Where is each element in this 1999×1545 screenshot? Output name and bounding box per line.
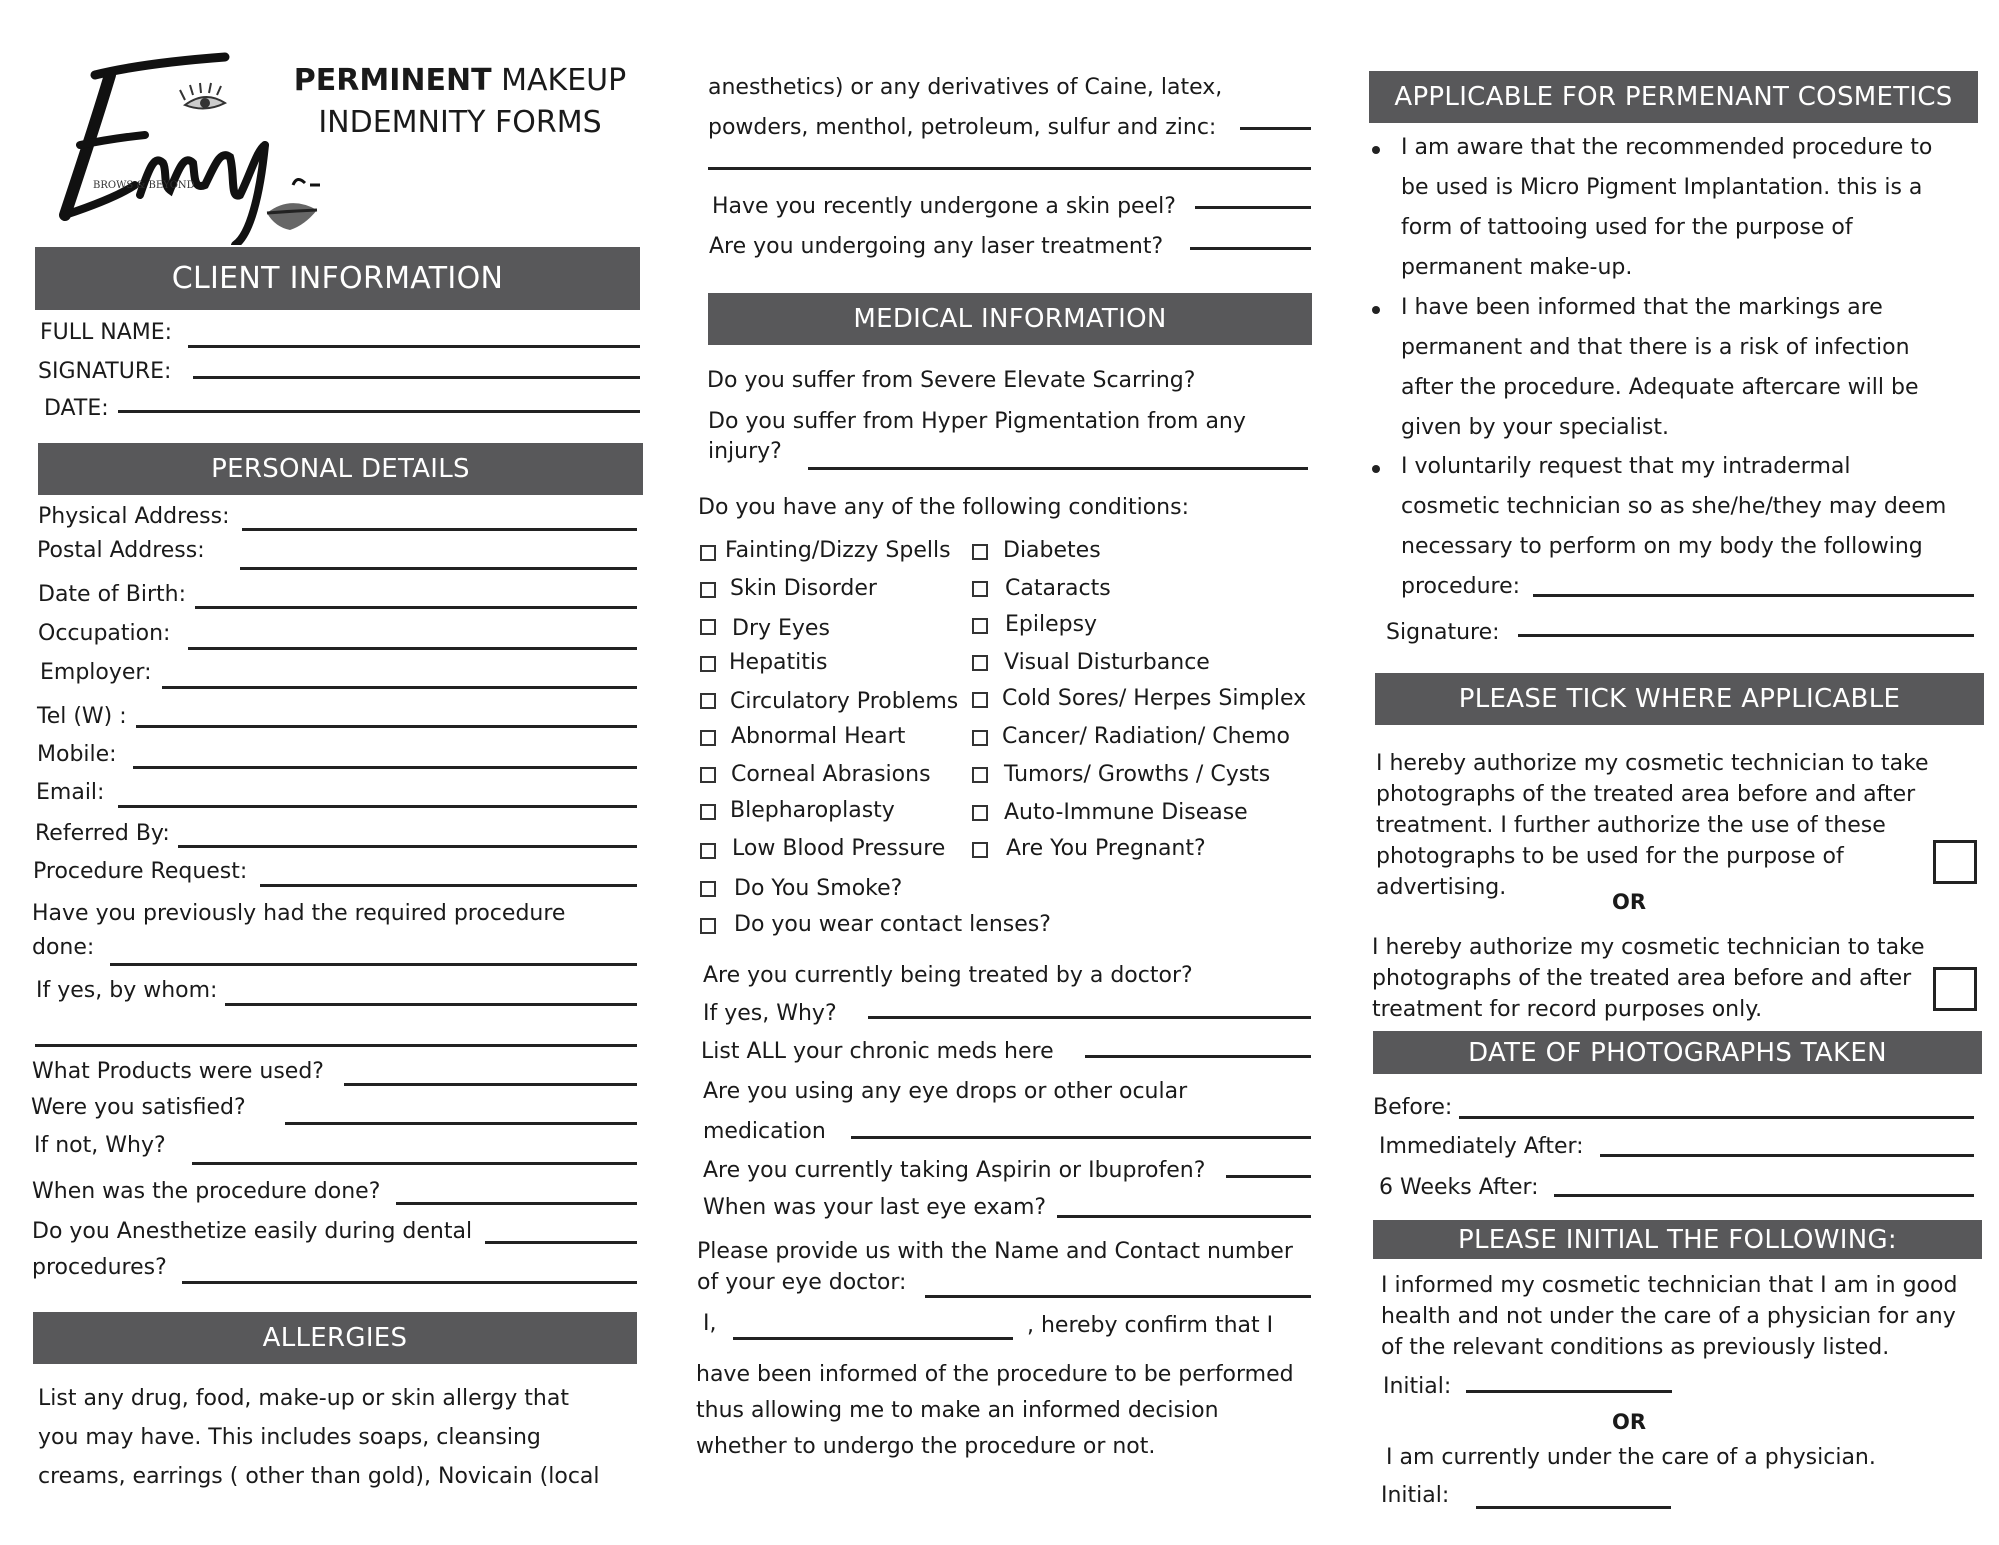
checkbox-dry-eyes[interactable] [700,619,716,635]
laser-field[interactable] [1190,247,1311,250]
conditions-question: Do you have any of the following conditions: [698,495,1190,520]
checkbox-pregnant[interactable] [972,842,988,858]
if-yes-whom-field[interactable] [225,1003,637,1006]
tick-checkbox-records[interactable] [1933,967,1977,1011]
checkbox-circulatory[interactable] [700,693,716,709]
checkbox-auto-immune[interactable] [972,805,988,821]
eye-exam-label: When was your last eye exam? [703,1195,1047,1220]
checkbox-visual[interactable] [972,655,988,671]
condition-skin-disorder: Skin Disorder [730,576,877,601]
bullet-text-1: I am aware that the recommended procedure to be used is Micro Pigment Implantation. this is a form of tattooing used for the purpose of permanent make-up. [1401,135,1933,280]
allergies-field-2[interactable] [708,167,1311,170]
prev-procedure-field[interactable] [110,963,637,966]
checkbox-blepharoplasty[interactable] [700,804,716,820]
date-label: DATE: [44,396,109,421]
full-name-label: FULL NAME: [40,320,173,345]
scarring-label: Do you suffer from Severe Elevate Scarring? [707,368,1196,393]
personal-details-header: PERSONAL DETAILS [38,443,643,495]
initial-label-1: Initial: [1383,1374,1452,1399]
if-yes-whom-label: If yes, by whom: [36,978,218,1003]
condition-hepatitis: Hepatitis [729,650,828,675]
products-used-label: What Products were used? [32,1059,324,1084]
client-information-header: CLIENT INFORMATION [35,247,640,310]
doctor-label: Are you currently being treated by a doctor? [703,963,1193,988]
when-done-field[interactable] [396,1202,637,1205]
tick-option-2-text: I hereby authorize my cosmetic technician to take photographs of the treated area before and after treatment for record purposes only. [1372,935,1925,1022]
medical-information-header: MEDICAL INFORMATION [708,293,1312,345]
checkbox-tumors[interactable] [972,767,988,783]
if-not-why-field[interactable] [192,1162,637,1165]
dob-field[interactable] [195,606,637,609]
before-label: Before: [1373,1095,1453,1120]
six-weeks-field[interactable] [1554,1194,1974,1197]
condition-cold-sores: Cold Sores/ Herpes Simplex [1002,686,1307,711]
occupation-field[interactable] [188,647,637,650]
condition-visual: Visual Disturbance [1004,650,1210,675]
immediately-after-label: Immediately After: [1379,1134,1584,1159]
occupation-label: Occupation: [38,621,171,646]
allergies-text-2: you may have. This includes soaps, cleansing [38,1425,541,1450]
mobile-field[interactable] [133,766,637,769]
chronic-meds-field[interactable] [1085,1055,1311,1058]
condition-contact-lenses: Do you wear contact lenses? [734,912,1051,937]
condition-tumors: Tumors/ Growths / Cysts [1004,762,1271,787]
condition-cataracts: Cataracts [1005,576,1111,601]
signature-field-2[interactable] [1518,634,1974,637]
initial-text-2: I am currently under the care of a physician. [1386,1445,1876,1470]
confirm-text-4: whether to undergo the procedure or not. [696,1434,1156,1459]
allergies-cont-1: anesthetics) or any derivatives of Caine, latex, [708,75,1223,100]
condition-cancer: Cancer/ Radiation/ Chemo [1002,724,1290,749]
chronic-meds-label: List ALL your chronic meds here [701,1039,1054,1064]
condition-dry-eyes: Dry Eyes [732,616,830,641]
confirm-text-3: thus allowing me to make an informed decision [696,1398,1219,1423]
eye-exam-field[interactable] [1057,1215,1311,1218]
checkbox-contact-lenses[interactable] [700,918,716,934]
if-not-why-label: If not, Why? [34,1133,166,1158]
eye-drops-label-2: medication [703,1119,826,1144]
aspirin-label: Are you currently taking Aspirin or Ibuprofen? [703,1158,1206,1183]
condition-circulatory: Circulatory Problems [730,689,959,714]
eye-drops-label: Are you using any eye drops or other ocular [703,1079,1188,1104]
confirm-rest-label: , hereby confirm that I [1027,1313,1274,1338]
logo [35,45,325,245]
signature-label-2: Signature: [1386,620,1500,645]
employer-field[interactable] [162,686,637,689]
hyper-label: Do you suffer from Hyper Pigmentation from any [708,409,1246,434]
or-label-2: OR [1612,1410,1647,1434]
procedure-field[interactable] [1533,594,1974,597]
logo-graphic [35,45,325,245]
full-name-field[interactable] [188,345,640,348]
satisfied-label: Were you satisfied? [31,1095,246,1120]
condition-fainting: Fainting/Dizzy Spells [725,538,951,563]
bullet-text-2: I have been informed that the markings are permanent and that there is a risk of infection after the procedure. Adequate aftercare will be given by your specialist. [1401,295,1919,440]
tel-field[interactable] [136,725,637,728]
condition-diabetes: Diabetes [1003,538,1101,563]
checkbox-abnormal-heart[interactable] [700,730,716,746]
checkbox-epilepsy[interactable] [972,618,988,634]
before-field[interactable] [1459,1116,1974,1119]
physical-address-field[interactable] [242,528,637,531]
condition-corneal: Corneal Abrasions [731,762,931,787]
if-yes-why-field[interactable] [868,1016,1311,1019]
checkbox-corneal[interactable] [700,767,716,783]
referred-by-label: Referred By: [35,821,170,846]
photos-header: DATE OF PHOTOGRAPHS TAKEN [1373,1031,1982,1074]
logo-tagline: BROWS & BEYOND [93,180,195,191]
initial-label-2: Initial: [1381,1483,1450,1508]
checkbox-diabetes[interactable] [972,544,988,560]
or-label-1: OR [1612,890,1647,914]
referred-by-field[interactable] [178,845,637,848]
checkbox-hepatitis[interactable] [700,656,716,672]
condition-epilepsy: Epilepsy [1005,612,1098,637]
bullet-3 [1372,465,1380,473]
checkbox-fainting[interactable] [700,545,716,561]
allergies-cont-2: powders, menthol, petroleum, sulfur and zinc: [708,115,1217,140]
procedure-request-field[interactable] [260,884,637,887]
condition-blepharoplasty: Blepharoplasty [730,798,895,823]
condition-pregnant: Are You Pregnant? [1006,836,1206,861]
allergies-text-3: creams, earrings ( other than gold), Novicain (local [38,1464,600,1489]
initial-field-2[interactable] [1476,1506,1671,1509]
when-done-label: When was the procedure done? [32,1179,381,1204]
skin-peel-label: Have you recently undergone a skin peel? [712,194,1176,219]
anesthetize-label-2: procedures? [32,1255,167,1280]
condition-abnormal-heart: Abnormal Heart [731,724,906,749]
hyper-field[interactable] [808,467,1308,470]
checkbox-low-bp[interactable] [700,843,716,859]
bullet-text-3: I voluntarily request that my intradermal cosmetic technician so as she/he/they may deem necessary to perform on my body the following procedure: [1401,454,1947,599]
bullet-2 [1372,306,1380,314]
prev-procedure-label: Have you previously had the required procedure [32,901,566,926]
procedure-request-label: Procedure Request: [33,859,248,884]
bullet-1 [1372,146,1380,154]
postal-address-label: Postal Address: [37,538,205,563]
satisfied-field[interactable] [285,1122,637,1125]
eye-doctor-field[interactable] [925,1295,1311,1298]
eye-doctor-label: Please provide us with the Name and Contact number [697,1239,1293,1264]
mobile-label: Mobile: [37,742,117,767]
email-field[interactable] [118,805,637,808]
if-yes-why-label: If yes, Why? [703,1001,837,1026]
initial-header: PLEASE INITIAL THE FOLLOWING: [1373,1220,1982,1259]
anesthetize-field[interactable] [485,1241,637,1244]
anesthetize-field-2[interactable] [182,1281,637,1284]
checkbox-skin-disorder[interactable] [700,582,716,598]
aspirin-field[interactable] [1226,1175,1311,1178]
allergies-text-1: List any drug, food, make-up or skin allergy that [38,1386,569,1411]
signature-label: SIGNATURE: [38,359,172,384]
condition-smoke: Do You Smoke? [734,876,903,901]
physical-address-label: Physical Address: [38,504,230,529]
eye-doctor-label-2: of your eye doctor: [697,1270,907,1295]
products-used-field[interactable] [344,1083,637,1086]
signature-field[interactable] [193,376,640,379]
initial-text-1: I informed my cosmetic technician that I am in good health and not under the care of a physician for any of the relevant conditions as previously listed. [1381,1273,1958,1360]
immediately-after-field[interactable] [1600,1154,1974,1157]
tick-option-1-text: I hereby authorize my cosmetic technician to take photographs of the treated area before and after treatment. I further authorize the use of these photographs to be used for the purpose of advertising. [1376,751,1929,900]
checkbox-cold-sores[interactable] [972,692,988,708]
permanent-cosmetics-header: APPLICABLE FOR PERMENANT COSMETICS [1369,71,1978,123]
confirm-name-field[interactable] [733,1337,1013,1340]
confirm-text-2: have been informed of the procedure to be performed [696,1362,1294,1387]
checkbox-smoke[interactable] [700,881,716,897]
hyper-label-2: injury? [708,439,782,464]
allergies-header: ALLERGIES [33,1312,637,1364]
prev-procedure-label-2: done: [32,935,95,960]
initial-field-1[interactable] [1466,1390,1672,1393]
checkbox-cataracts[interactable] [972,581,988,597]
if-yes-whom-field-2[interactable] [35,1044,637,1047]
checkbox-cancer[interactable] [972,730,988,746]
tick-checkbox-advertising[interactable] [1933,840,1977,884]
postal-address-field[interactable] [240,567,637,570]
dob-label: Date of Birth: [38,582,187,607]
email-label: Email: [36,780,105,805]
six-weeks-label: 6 Weeks After: [1379,1175,1539,1200]
anesthetize-label: Do you Anesthetize easily during dental [32,1219,473,1244]
skin-peel-field[interactable] [1195,206,1311,209]
condition-auto-immune: Auto-Immune Disease [1004,800,1248,825]
tick-header: PLEASE TICK WHERE APPLICABLE [1375,673,1984,725]
eye-drops-field[interactable] [851,1136,1311,1139]
laser-label: Are you undergoing any laser treatment? [709,234,1164,259]
page-title: PERMINENT MAKEUP INDEMNITY FORMS [293,63,627,140]
allergies-field[interactable] [1240,127,1311,130]
employer-label: Employer: [40,660,152,685]
condition-low-bp: Low Blood Pressure [732,836,946,861]
date-field[interactable] [118,410,640,413]
tel-label: Tel (W) : [37,704,127,729]
confirm-i-label: I, [703,1311,717,1336]
